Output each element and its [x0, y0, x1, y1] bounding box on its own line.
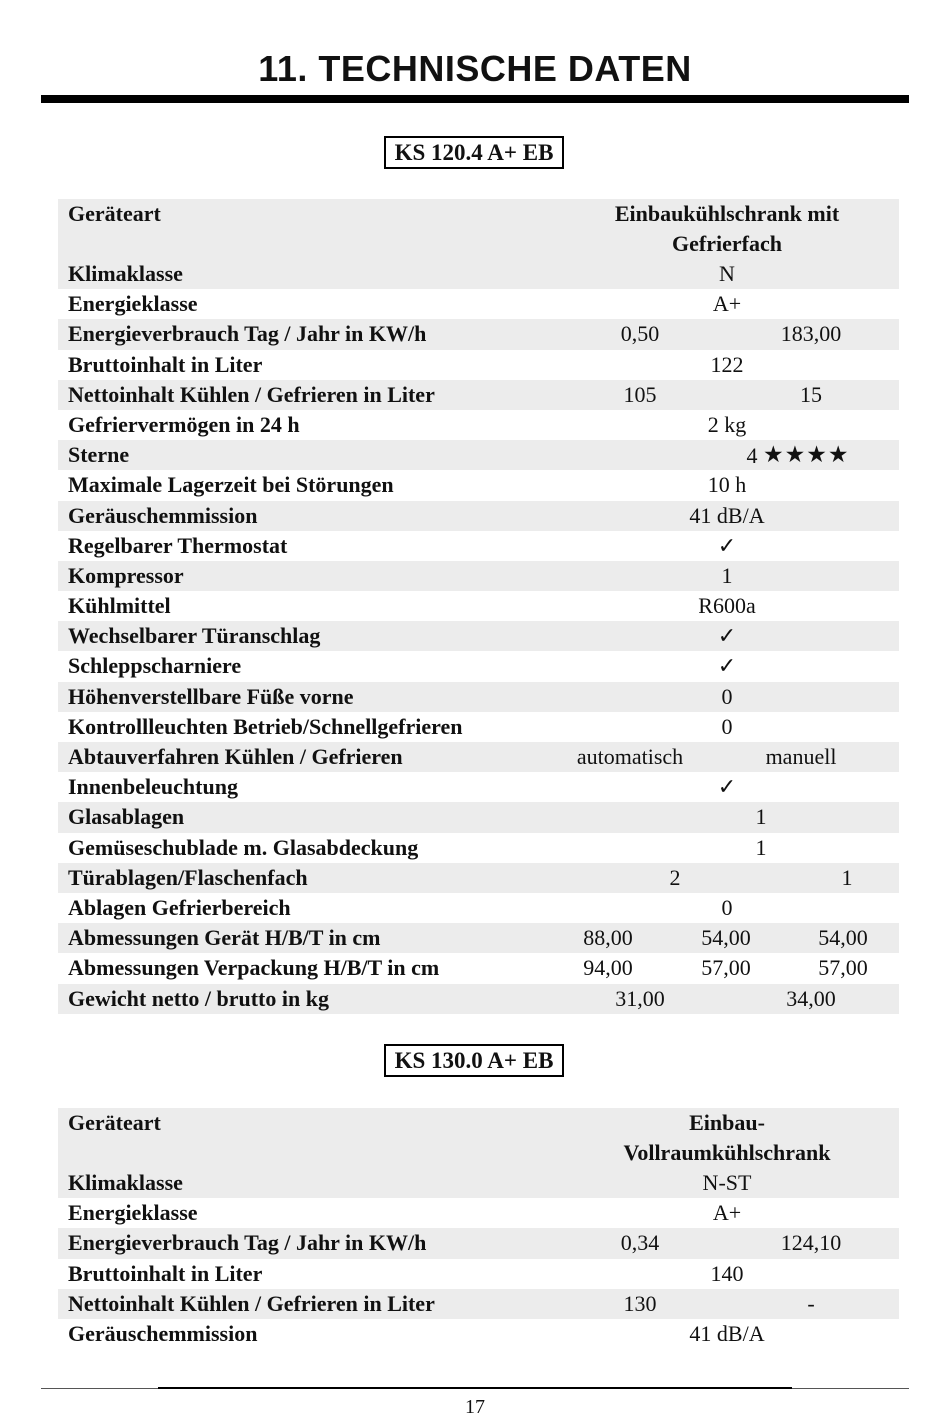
spec-row — [58, 440, 899, 470]
spec-label: Kühlmittel — [68, 593, 171, 619]
spec-label: Energieverbrauch Tag / Jahr in KW/h — [68, 1230, 427, 1256]
spec-value: Einbau-Vollraumkühlschrank — [623, 1110, 831, 1165]
spec-label: Kontrollleuchten Betrieb/Schnellgefrieren — [68, 713, 463, 739]
page-title: 11. TECHNISCHE DATEN — [258, 48, 692, 89]
spec-table-1 — [58, 199, 899, 1014]
title-divider — [41, 95, 909, 103]
spec-value: 140 — [710, 1260, 744, 1286]
star-icon: ★ — [763, 442, 785, 468]
spec-label: Energieklasse — [68, 291, 198, 317]
star-icon: ★ — [784, 442, 807, 468]
spec-row — [58, 410, 899, 440]
spec-value: 15 — [800, 381, 822, 407]
spec-value: automatisch — [576, 744, 684, 769]
spec-label: Abmessungen Verpackung H/B/T in cm — [68, 955, 440, 981]
spec-row — [58, 1259, 899, 1289]
spec-row — [58, 1319, 899, 1349]
spec-label: Energieklasse — [68, 1200, 198, 1226]
page-number: 17 — [465, 1396, 485, 1418]
spec-row — [58, 772, 899, 802]
spec-value: 88,00 — [583, 925, 633, 951]
spec-value: 54,00 — [818, 925, 868, 951]
footer-rule-bold — [158, 1387, 792, 1389]
spec-value — [718, 651, 736, 681]
spec-label: Klimaklasse — [68, 1170, 183, 1195]
star-icon: ★ — [806, 442, 828, 468]
spec-label: Höhenverstellbare Füße vorne — [68, 683, 354, 709]
spec-label: Bruttoinhalt in Liter — [68, 351, 263, 377]
spec-row — [58, 953, 899, 983]
model-heading-1: KS 120.4 A+ EB — [384, 136, 564, 169]
spec-value — [747, 440, 850, 471]
spec-row — [58, 319, 899, 349]
star-icon: ★ — [827, 442, 850, 468]
spec-row — [58, 833, 899, 863]
spec-value: 2 — [669, 864, 681, 890]
spec-label: Energieverbrauch Tag / Jahr in KW/h — [68, 321, 427, 347]
spec-value: 2 kg — [707, 411, 747, 437]
spec-value: 10 h — [707, 472, 747, 498]
spec-value: 1 — [755, 804, 767, 830]
spec-row — [58, 1168, 899, 1198]
spec-value: 0 — [721, 683, 733, 709]
spec-label: Wechselbarer Türanschlag — [68, 623, 321, 649]
spec-label: Gefriervermögen in 24 h — [68, 411, 300, 437]
stars-count: 4 — [746, 443, 758, 469]
spec-row — [58, 621, 899, 651]
spec-table-2 — [58, 1108, 899, 1349]
spec-value: 0 — [721, 713, 733, 739]
spec-value: 94,00 — [583, 955, 633, 981]
spec-label: Geräuschemmission — [68, 502, 258, 528]
spec-label: Regelbarer Thermostat — [68, 532, 288, 558]
spec-row — [58, 199, 899, 259]
spec-value: 1 — [721, 562, 733, 588]
spec-label: Klimaklasse — [68, 261, 183, 286]
spec-label: Kompressor — [68, 562, 184, 588]
spec-label: Abtauverfahren Kühlen / Gefrieren — [68, 744, 403, 769]
spec-value — [718, 531, 736, 561]
spec-value: 34,00 — [786, 985, 836, 1011]
spec-label: Nettoinhalt Kühlen / Gefrieren in Liter — [68, 381, 435, 407]
spec-label: Maximale Lagerzeit bei Störungen — [68, 472, 394, 498]
spec-row — [58, 1228, 899, 1258]
checkmark-icon: ✓ — [717, 774, 737, 800]
spec-label: Sterne — [68, 442, 130, 468]
spec-row — [58, 984, 899, 1014]
spec-label: Nettoinhalt Kühlen / Gefrieren in Liter — [68, 1290, 435, 1316]
spec-row — [58, 501, 899, 531]
spec-value: 31,00 — [615, 985, 665, 1011]
spec-row — [58, 893, 899, 923]
spec-value: 122 — [710, 351, 744, 377]
spec-row — [58, 742, 899, 772]
spec-value: N-ST — [702, 1170, 752, 1195]
checkmark-icon: ✓ — [717, 623, 737, 649]
spec-label: Bruttoinhalt in Liter — [68, 1260, 263, 1286]
spec-label: Ablagen Gefrierbereich — [68, 894, 291, 920]
spec-row — [58, 923, 899, 953]
spec-value: 105 — [623, 381, 657, 407]
spec-value: 57,00 — [818, 955, 868, 981]
spec-value: 1 — [755, 834, 767, 860]
spec-row — [58, 1289, 899, 1319]
spec-value: 183,00 — [780, 321, 842, 347]
spec-row — [58, 651, 899, 681]
spec-value: N — [719, 261, 735, 286]
spec-value: manuell — [765, 744, 837, 769]
spec-label: Abmessungen Gerät H/B/T in cm — [68, 925, 381, 951]
spec-label: Geräuschemmission — [68, 1320, 258, 1346]
spec-row — [58, 802, 899, 832]
spec-row — [58, 712, 899, 742]
spec-row — [58, 531, 899, 561]
spec-value: A+ — [712, 1200, 742, 1226]
spec-row — [58, 591, 899, 621]
spec-label: Glasablagen — [68, 804, 185, 830]
spec-label: Türablagen/Flaschenfach — [68, 864, 308, 890]
spec-value: 124,10 — [780, 1230, 842, 1256]
spec-value — [718, 621, 736, 651]
spec-value: R600a — [698, 593, 756, 619]
spec-row — [58, 470, 899, 500]
spec-row — [58, 380, 899, 410]
spec-value: 0,34 — [620, 1230, 660, 1256]
spec-row — [58, 682, 899, 712]
spec-row — [58, 1108, 899, 1168]
spec-value: 1 — [841, 864, 853, 890]
spec-value: 0,50 — [620, 321, 660, 347]
spec-label: Innenbeleuchtung — [68, 774, 238, 800]
spec-value: 57,00 — [701, 955, 751, 981]
spec-row — [58, 863, 899, 893]
spec-row — [58, 561, 899, 591]
spec-row — [58, 1198, 899, 1228]
spec-value: A+ — [712, 291, 742, 317]
checkmark-icon: ✓ — [717, 653, 737, 679]
spec-label: Gemüseschublade m. Glasabdeckung — [68, 834, 419, 860]
spec-label: Schleppscharniere — [68, 653, 242, 679]
spec-row — [58, 289, 899, 319]
spec-label: Gewicht netto / brutto in kg — [68, 985, 329, 1011]
spec-value: Einbaukühlschrank mit Gefrierfach — [614, 201, 840, 256]
spec-value: 54,00 — [701, 925, 751, 951]
spec-value — [718, 772, 736, 802]
spec-value: 130 — [623, 1290, 657, 1316]
spec-row — [58, 259, 899, 289]
spec-value: 41 dB/A — [689, 1320, 765, 1346]
checkmark-icon: ✓ — [717, 532, 737, 558]
spec-value: 41 dB/A — [689, 502, 765, 528]
spec-label: Geräteart — [68, 201, 161, 226]
spec-row — [58, 350, 899, 380]
spec-value: - — [807, 1290, 815, 1316]
spec-label: Geräteart — [68, 1110, 161, 1135]
model-heading-2: KS 130.0 A+ EB — [384, 1044, 564, 1077]
spec-value: 0 — [721, 894, 733, 920]
